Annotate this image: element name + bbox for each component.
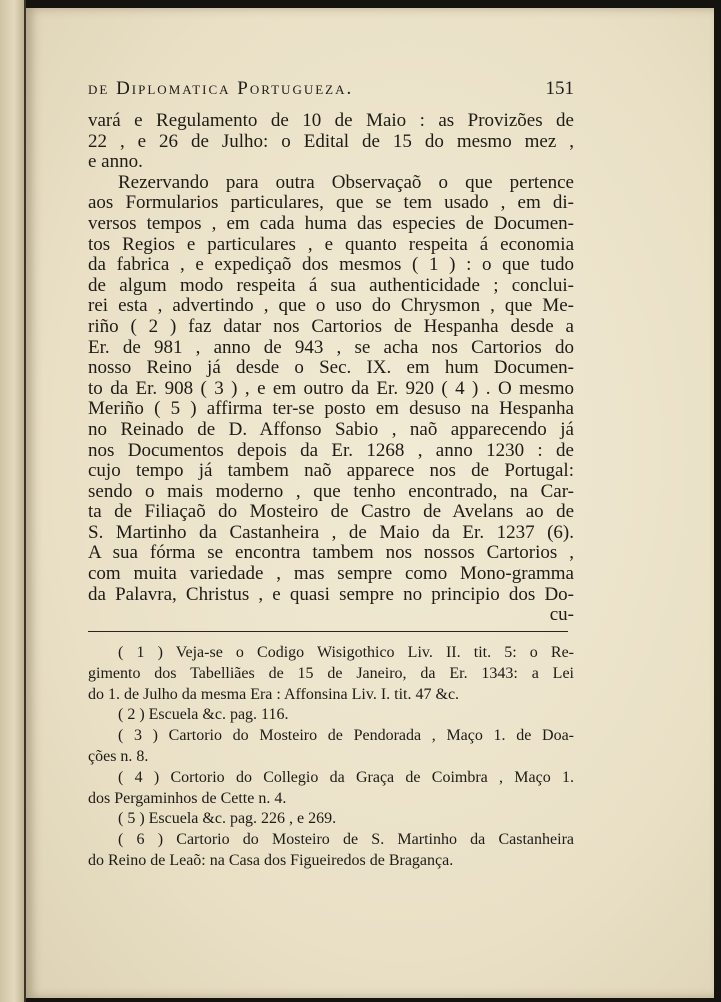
footnotes (88, 643, 574, 872)
body-line: sendo o mais moderno , que tenho encontrado, na Car- (88, 480, 574, 502)
body-line: da fabrica , e expediçaõ dos mesmos ( 1 ) : o que tudo (88, 254, 574, 276)
body-line: Er. de 981 , anno de 943 , se acha nos Cartorios do (88, 336, 574, 358)
footnote-line: ( 4 ) Cortorio do Collegio da Graça de Coimbra , Maço 1. (118, 768, 574, 786)
body-text (88, 111, 574, 626)
body-line: no Reinado de D. Affonso Sabio , naõ apparecendo já (88, 418, 574, 440)
body-line: S. Martinho da Castanheira , de Maio da Er. 1237 (6). (88, 521, 574, 543)
body-line: ta de Filiaçaõ do Mosteiro de Castro de Avelans ao de (88, 501, 574, 523)
running-title: de Diplomatica Portugueza. (88, 78, 354, 99)
page-number: 151 (545, 78, 574, 99)
body-line: nosso Reino já desde o Sec. IX. em hum Documen- (88, 357, 574, 379)
body-line: cujo tempo já tambem naõ apparece nos de Portugal: (88, 460, 574, 482)
footnote-line: dos Pergaminhos de Cette n. 4. (88, 789, 287, 807)
body-line: versos tempos , em cada huma das especies de Documen- (88, 212, 574, 234)
footnote-line: do 1. de Julho da mesma Era : Affonsina Liv. I. tit. 47 &c. (88, 685, 460, 703)
body-line: to da Er. 908 ( 3 ) , e em outro da Er. 920 ( 4 ) . O mesmo (88, 377, 574, 399)
footnote-line: ( 1 ) Veja-se o Codigo Wisigothico Liv. II. tit. 5: o Re- (118, 644, 574, 661)
body-line: riño ( 2 ) faz datar nos Cartorios de Hespanha desde a (88, 315, 574, 337)
footnote-line: gimento dos Tabelliães de 15 de Janeiro, da Er. 1343: a Lei (88, 664, 574, 682)
footnote-rule (88, 631, 568, 632)
footnote-line: ( 3 ) Cartorio do Mosteiro de Pendorada , Maço 1. de Doa- (118, 727, 574, 745)
footnote-line: ( 6 ) Cartorio do Mosteiro de S. Martinho da Castanheira (118, 831, 574, 849)
body-line: aos Formularios particulares, que se tem usado , em di- (88, 192, 574, 214)
footnote-line: do Reino de Leaõ: na Casa dos Figueiredos de Bragança. (88, 851, 454, 869)
catchword: cu- (549, 604, 574, 626)
body-line: rei esta , advertindo , que o uso do Chrysmon , que Me- (88, 295, 574, 317)
footnote-line: ções n. 8. (88, 747, 149, 765)
body-line: e anno. (88, 151, 143, 173)
book-page (26, 8, 714, 998)
previous-page-edge (0, 0, 26, 1002)
body-line: com muita variedade , mas sempre como Mono-gramma (88, 563, 574, 585)
footnote-line: ( 5 ) Escuela &c. pag. 226 , e 269. (118, 810, 337, 828)
body-line: Rezervando para outra Observaçaõ o que pertence (118, 171, 574, 193)
body-line: tos Regios e particulares , e quanto respeita á economia (88, 233, 574, 255)
body-line: da Palavra, Christus , e quasi sempre no principio dos Do- (88, 583, 574, 605)
footnote-line: ( 2 ) Escuela &c. pag. 116. (118, 706, 289, 724)
body-line: vará e Regulamento de 10 de Maio : as Provizões de (88, 110, 574, 131)
body-line: de algum modo respeita á sua authenticidade ; conclui- (88, 274, 574, 296)
body-line: 22 , e 26 de Julho: o Edital de 15 do mesmo mez , (88, 130, 574, 152)
running-header (88, 78, 574, 106)
body-line: A sua fórma se encontra tambem nos nossos Cartorios , (88, 542, 574, 564)
body-line: Meriño ( 5 ) affirma ter-se posto em desuso na Hespanha (88, 398, 574, 420)
body-line: nos Documentos depois da Er. 1268 , anno 1230 : de (88, 439, 574, 461)
